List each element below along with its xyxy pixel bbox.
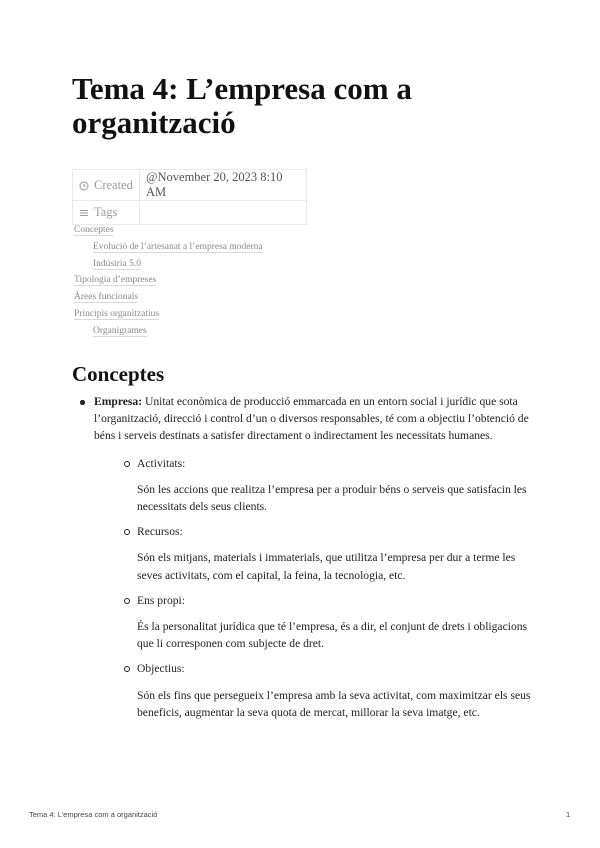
toc-link[interactable]: Tipologia d’empreses bbox=[74, 275, 157, 286]
tags-value[interactable] bbox=[140, 201, 307, 225]
toc-item bbox=[74, 256, 263, 273]
page-title: Tema 4: L’empresa com a organització bbox=[72, 71, 412, 140]
created-label: Created bbox=[94, 177, 133, 192]
section-heading: Conceptes bbox=[72, 362, 165, 386]
list-item bbox=[72, 393, 532, 721]
sub-item-text: Són els fins que persegueix l’empresa amb la seva activitat, com maximitzar els seus beneficis, augmentar la seva quota de mercat, millorar la seva imatge, etc. bbox=[137, 688, 531, 719]
toc-link[interactable]: Indústria 5.0 bbox=[93, 258, 142, 269]
toc-link[interactable]: Conceptes bbox=[74, 225, 114, 235]
properties-table bbox=[72, 169, 307, 225]
sub-item-label: Ens propi: bbox=[137, 593, 185, 607]
sub-list-item bbox=[94, 455, 532, 516]
definition-paragraph bbox=[94, 393, 532, 445]
sub-item-label: Recursos: bbox=[137, 525, 183, 539]
sub-item-label: Activitats: bbox=[137, 456, 186, 470]
toc-link[interactable]: Organigrames bbox=[93, 325, 147, 336]
list-icon bbox=[79, 208, 89, 218]
created-value: @November 20, 2023 8:10 AM bbox=[140, 170, 307, 201]
circle-bullet bbox=[124, 461, 130, 467]
property-row-tags bbox=[73, 201, 307, 225]
footer-title: Tema 4: L’empresa com a organització bbox=[29, 810, 158, 819]
toc-link[interactable]: Principis organitzatius bbox=[74, 308, 160, 319]
sub-item-text: És la personalitat jurídica que té l’empresa, és a dir, el conjunt de drets i obligacions que li corresponen com subjecte de dret. bbox=[137, 620, 528, 651]
sub-item-text: Són els mitjans, materials i immaterials, que utilitza l’empresa per dur a terme les seves activitats, com el capital, la feina, la tecnologia, etc. bbox=[137, 551, 516, 582]
toc-item bbox=[74, 323, 263, 340]
property-row-created bbox=[73, 170, 307, 201]
definition-term: Empresa: bbox=[94, 395, 143, 408]
page-number: 1 bbox=[566, 810, 571, 819]
bullet-dot bbox=[80, 400, 85, 405]
definition-text: Unitat econòmica de producció emmarcada en un entorn social i jurídic que sota l’organització, direcció i control d’un o diversos responsables, té com a objectiu l’obtenció de béns i serveis destinats a satisfer directament o indirectament les necessitats humanes. bbox=[94, 395, 529, 443]
toc-item bbox=[74, 272, 263, 289]
toc-item bbox=[74, 289, 263, 306]
tags-label: Tags bbox=[94, 205, 118, 219]
toc-item bbox=[74, 306, 263, 323]
sub-list-item bbox=[94, 660, 532, 721]
sub-list-item bbox=[94, 523, 532, 584]
toc-link[interactable]: Àrees funcionals bbox=[74, 292, 139, 303]
sub-list-item bbox=[94, 592, 532, 653]
table-of-contents bbox=[74, 222, 263, 340]
toc-item bbox=[74, 222, 263, 239]
circle-bullet bbox=[124, 666, 130, 672]
toc-item bbox=[74, 239, 263, 256]
sub-item-label: Objectius: bbox=[137, 662, 185, 676]
property-key-created bbox=[73, 170, 140, 201]
property-key-tags bbox=[73, 201, 140, 225]
circle-bullet bbox=[124, 529, 130, 535]
sub-item-text: Són les accions que realitza l’empresa per a produir béns o serveis que satisfacin les necessitats dels seus clients. bbox=[137, 482, 527, 514]
circle-bullet bbox=[124, 598, 130, 604]
section-content bbox=[72, 393, 532, 721]
clock-icon bbox=[79, 181, 89, 191]
toc-link[interactable]: Evolució de l’artesanat a l’empresa moderna bbox=[93, 241, 263, 252]
